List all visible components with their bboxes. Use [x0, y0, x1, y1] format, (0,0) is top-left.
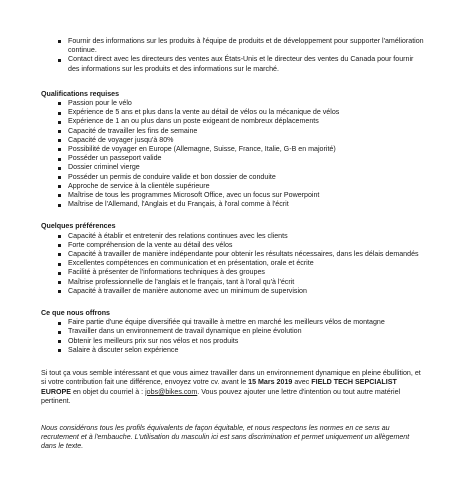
- list-item: Facilité à présenter de l'informations techniques à des groupes: [41, 268, 426, 277]
- list-item: Expérience de 5 ans et plus dans la vente au détail de vélos ou la mécanique de vélos: [41, 108, 426, 117]
- list-item: Capacité à travailler de manière autonome avec un minimum de supervision: [41, 287, 426, 296]
- bullet-icon: [58, 102, 61, 105]
- offers-section: [41, 309, 426, 355]
- bullet-icon: [58, 139, 61, 142]
- email-link[interactable]: jobs@bikes.com: [145, 387, 198, 396]
- job-posting-page: [41, 37, 426, 452]
- list-item: Maîtrise professionnelle de l'anglais et le français, tant à l'oral qu'à l'écrit: [41, 278, 426, 287]
- bullet-icon: [58, 158, 61, 161]
- list-item: Travailler dans un environnement de travail dynamique en pleine évolution: [41, 327, 426, 336]
- bullet-icon: [58, 263, 61, 266]
- application-instructions: [41, 369, 426, 406]
- list-item: Possibilité de voyager en Europe (Allemagne, Suisse, France, Italie, G-B en majorité): [41, 145, 426, 154]
- bullet-icon: [58, 290, 61, 293]
- list-item: Posséder un permis de conduire valide et bon dossier de conduite: [41, 173, 426, 182]
- bullet-icon: [58, 253, 61, 256]
- bullet-icon: [58, 112, 61, 115]
- list-item: Capacité de travailler les fins de semaine: [41, 127, 426, 136]
- bullet-icon: [58, 349, 61, 352]
- preferences-heading: Quelques préférences: [41, 222, 116, 231]
- list-item: Excellentes compétences en communication et en présentation, orale et écrite: [41, 259, 426, 268]
- bullet-icon: [58, 194, 61, 197]
- application-paragraph: Si tout ça vous semble intéressant et que vous aimez travailler dans un environnement dynamique en pleine ébullition, et si votre contribution fait une différence, envoyez votre cv. avant le 15 Mars 2019 avec FIELD TECH SEPCIALIST EUROPE en objet du courriel à : jobs@bikes.com. Vous pouvez ajouter une lettre d'intention ou tout autre matériel pertinent.: [41, 369, 421, 405]
- qualifications-list: [41, 99, 426, 209]
- list-item: Capacité à travailler de manière indépendante pour obtenir les résultats nécessaires, dans les délais demandés: [41, 250, 426, 259]
- deadline-date: 15 Mars 2019: [248, 378, 293, 387]
- bullet-icon: [58, 322, 61, 325]
- list-item: Passion pour le vélo: [41, 99, 426, 108]
- offers-heading: Ce que nous offrons: [41, 309, 110, 318]
- bullet-icon: [58, 244, 61, 247]
- bullet-icon: [58, 59, 61, 62]
- bullet-icon: [58, 121, 61, 124]
- qualifications-heading: Qualifications requises: [41, 89, 120, 98]
- list-item: Dossier criminel vierge: [41, 163, 426, 172]
- list-item: Faire partie d'une équipe diversifiée qui travaille à mettre en marché les meilleurs vélos de montagne: [41, 318, 426, 327]
- email-subject: FIELD TECH SEPCIALIST EUROPE: [41, 378, 397, 396]
- list-item: Capacité de voyager jusqu'à 80%: [41, 136, 426, 145]
- list-item: Contact direct avec les directeurs des ventes aux États-Unis et le directeur des ventes du Canada pour fournir des informations sur les produits et des informations sur le marché.: [41, 55, 426, 73]
- list-item: Fournir des informations sur les produits à l'équipe de produits et de développement pour supporter l'amélioration continue.: [41, 37, 426, 55]
- bullet-icon: [58, 281, 61, 284]
- bullet-icon: [58, 185, 61, 188]
- bullet-icon: [58, 176, 61, 179]
- list-item: Expérience de 1 an ou plus dans un poste exigeant de nombreux déplacements: [41, 117, 426, 126]
- equal-opportunity-note: [41, 424, 426, 452]
- qualifications-section: [41, 90, 426, 210]
- preferences-section: [41, 222, 426, 296]
- list-item: Salaire à discuter selon expérience: [41, 346, 426, 355]
- responsibilities-list: [41, 37, 426, 74]
- list-item: Obtenir les meilleurs prix sur nos vélos et nos produits: [41, 337, 426, 346]
- note-text: Nous considérons tous les profils équivalents de façon équitable, et nous respectons les normes en ce sens au recrutement et à l'embauche. L'utilisation du masculin ici est sans discrimination et permet uniquement un allègement dans le texte.: [41, 423, 410, 451]
- list-item: Forte compréhension de la vente au détail des vélos: [41, 241, 426, 250]
- bullet-icon: [58, 340, 61, 343]
- preferences-list: [41, 232, 426, 296]
- bullet-icon: [58, 235, 61, 238]
- bullet-icon: [58, 148, 61, 151]
- bullet-icon: [58, 204, 61, 207]
- list-item: Posséder un passeport valide: [41, 154, 426, 163]
- bullet-icon: [58, 130, 61, 133]
- list-item: Approche de service à la clientèle supérieure: [41, 182, 426, 191]
- bullet-icon: [58, 40, 61, 43]
- bullet-icon: [58, 272, 61, 275]
- offers-list: [41, 318, 426, 355]
- bullet-icon: [58, 167, 61, 170]
- list-item: Capacité à établir et entretenir des relations continues avec les clients: [41, 232, 426, 241]
- list-item: Maîtrise de tous les programmes Microsoft Office, avec un focus sur Powerpoint: [41, 191, 426, 200]
- bullet-icon: [58, 331, 61, 334]
- list-item: Maîtrise de l'Allemand, l'Anglais et du Français, à l'oral comme à l'écrit: [41, 200, 426, 209]
